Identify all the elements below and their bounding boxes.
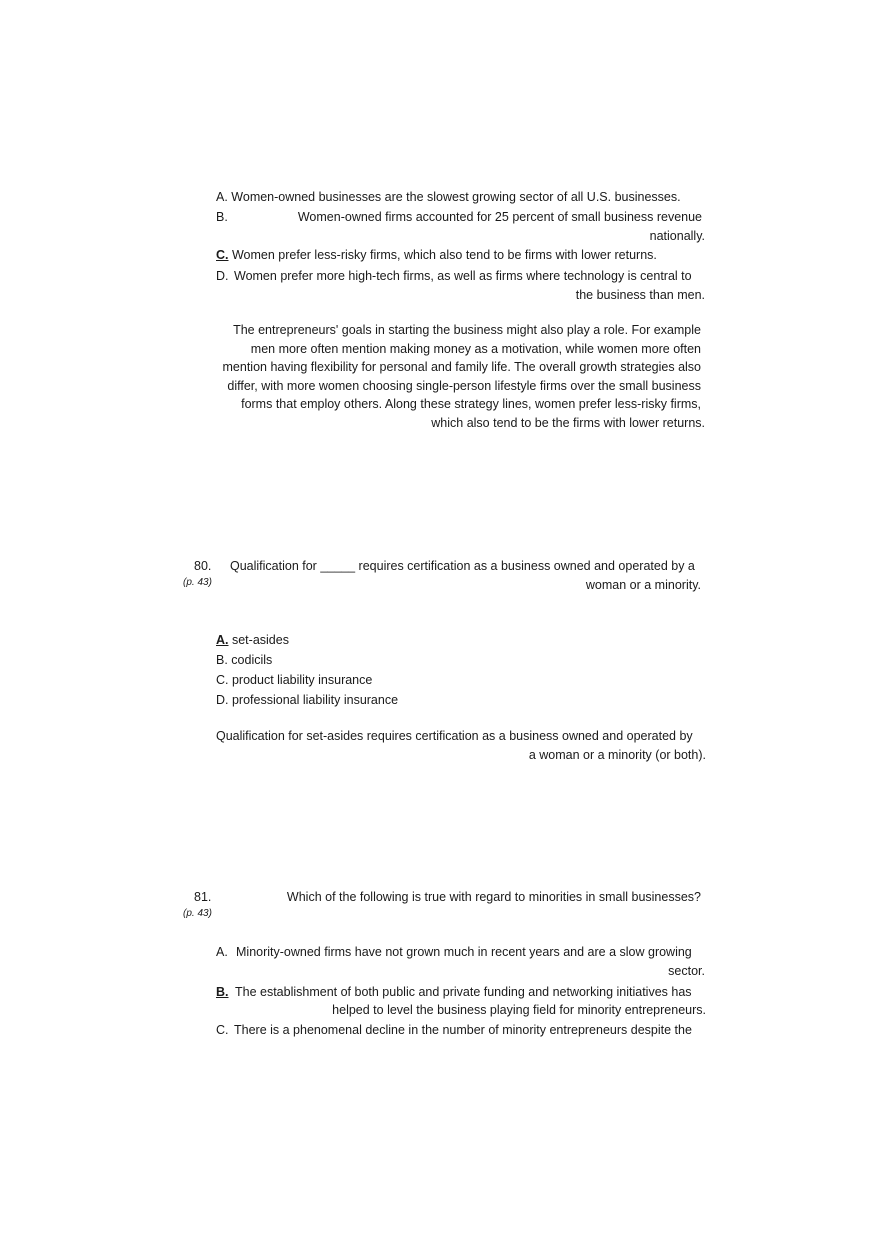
option-a-text: Minority-owned firms have not grown much in recent years and are a slow growing (236, 945, 692, 959)
option-b-letter: B. (216, 210, 228, 224)
option-b (216, 651, 272, 670)
option-text: codicils (231, 653, 273, 667)
option-a (216, 188, 681, 207)
option-letter: A. (216, 190, 228, 204)
option-b-text-cont: helped to level the business playing field for minority entrepreneurs. (332, 1003, 706, 1017)
option-d-text-cont: the business than men. (575, 288, 705, 302)
correct-answer-letter: A. (216, 633, 229, 647)
correct-answer-letter: C. (216, 248, 229, 262)
page-reference: (p. 43) (183, 577, 212, 588)
explanation-line: The entrepreneurs' goals in starting the business might also play a role. For example (233, 323, 701, 337)
option-d-letter: D. (216, 269, 229, 283)
question-text-cont: woman or a minority. (585, 578, 701, 592)
option-text: Women-owned businesses are the slowest growing sector of all U.S. businesses. (231, 190, 681, 204)
option-c-text: There is a phenomenal decline in the number of minority entrepreneurs despite the (234, 1023, 692, 1037)
option-text: Women prefer less-risky firms, which also tend to be firms with lower returns. (231, 248, 657, 262)
explanation-line: which also tend to be the firms with lower returns. (431, 416, 705, 430)
question-number: 80. (194, 559, 212, 573)
option-a-letter: A. (216, 945, 228, 959)
explanation-line: differ, with more women choosing single-person lifestyle firms over the small business (227, 379, 701, 393)
option-text: set-asides (231, 633, 289, 647)
explanation-line: men more often mention making money as a motivation, while women more often (250, 342, 701, 356)
option-d-text: Women prefer more high-tech firms, as well as firms where technology is central to (234, 269, 692, 283)
option-b-text: The establishment of both public and private funding and networking initiatives has (235, 985, 692, 999)
option-c-correct (216, 246, 657, 265)
option-c-letter: C. (216, 1023, 229, 1037)
page-reference: (p. 43) (183, 908, 212, 919)
explanation-line: Qualification for set-asides requires certification as a business owned and operated by (216, 729, 693, 743)
explanation-line: a woman or a minority (or both). (528, 748, 706, 762)
option-text: professional liability insurance (231, 693, 399, 707)
option-b-text-cont: nationally. (649, 229, 705, 243)
option-letter: D. (216, 693, 229, 707)
option-c (216, 671, 372, 690)
explanation-line: mention having flexibility for personal and family life. The overall growth strategies also (222, 360, 701, 374)
question-number: 81. (194, 890, 212, 904)
option-a-text-cont: sector. (668, 964, 705, 978)
question-text: Qualification for _____ requires certification as a business owned and operated by a (230, 559, 695, 573)
option-a-correct (216, 631, 289, 650)
option-letter: B. (216, 653, 228, 667)
correct-answer-letter: B. (216, 985, 229, 999)
option-text: product liability insurance (231, 673, 373, 687)
option-b-text: Women-owned firms accounted for 25 percent of small business revenue (297, 210, 702, 224)
explanation-line: forms that employ others. Along these strategy lines, women prefer less-risky firms, (241, 397, 701, 411)
option-letter: C. (216, 673, 229, 687)
question-text: Which of the following is true with regard to minorities in small businesses? (286, 890, 701, 904)
option-d (216, 691, 398, 710)
